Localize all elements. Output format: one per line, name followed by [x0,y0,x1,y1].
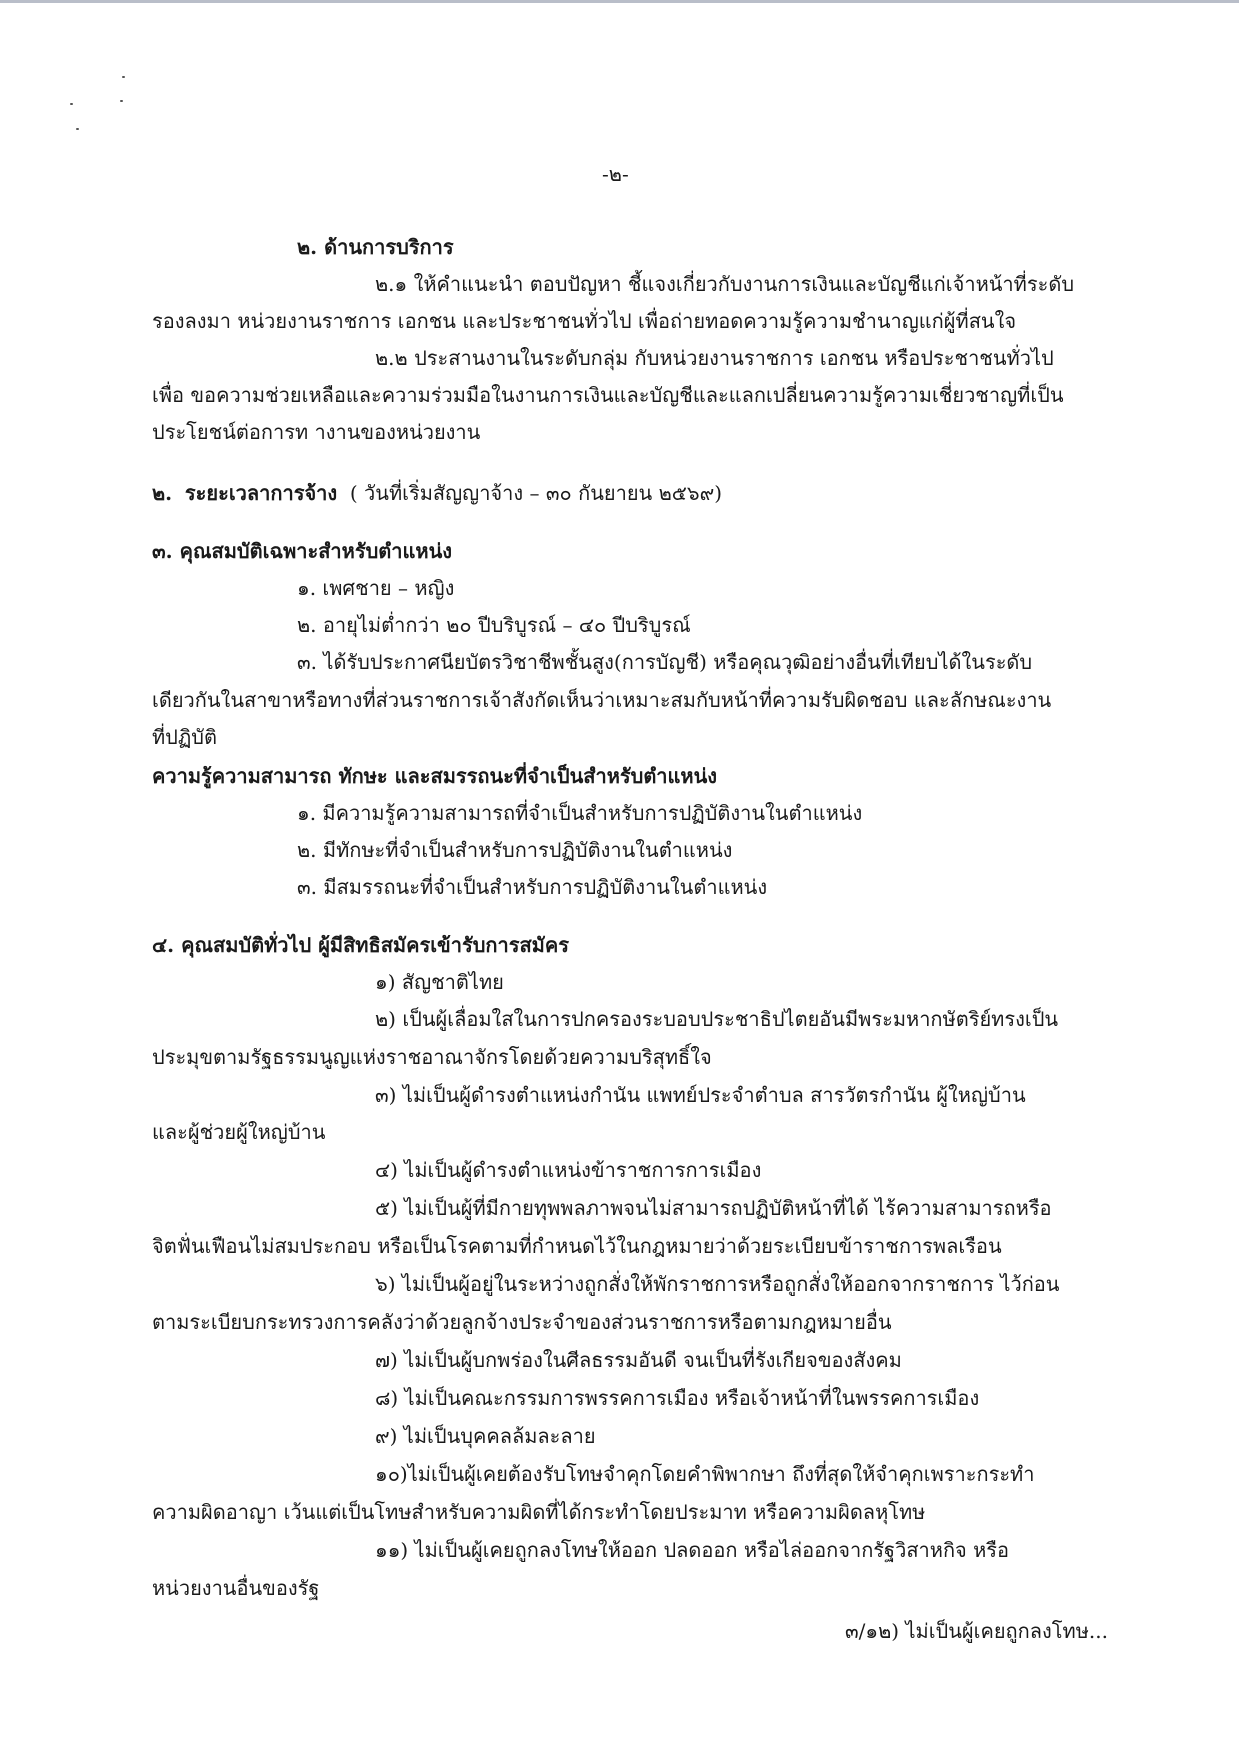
section-period-heading [152,479,722,507]
scan-speck [120,100,123,102]
continuation-note: ๓/๑๒) ไม่เป็นผู้เคยถูกลงโทษ... [845,1619,1108,1643]
service-item-2-2-cont: เพื่อ ขอความช่วยเหลือและความร่วมมือในงานการเงินและบัญชีและแลกเปลี่ยนความรู้ความเชี่ยวชาญที่เป็น [152,383,1064,407]
general-item-11: ๑๑) ไม่เป็นผู้เคยถูกลงโทษให้ออก ปลดออก หรือไล่ออกจากรัฐวิสาหกิจ หรือ [375,1538,1010,1562]
general-item-10: ๑๐)ไม่เป็นผู้เคยต้องรับโทษจำคุกโดยคำพิพากษา ถึงที่สุดให้จำคุกเพราะกระทำ [375,1462,1035,1486]
general-item-5: ๕) ไม่เป็นผู้ที่มีกายทุพพลภาพจนไม่สามารถปฏิบัติหน้าที่ได้ ไร้ความสามารถหรือ [375,1196,1052,1220]
page-number: -๒- [602,162,629,186]
section-period-dates: ( วันที่เริ่มสัญญาจ้าง – ๓๐ กันยายน ๒๕๖๙) [349,481,723,505]
general-item-1: ๑) สัญชาติไทย [375,970,504,994]
general-item-3-cont: และผู้ช่วยผู้ใหญ่บ้าน [152,1120,326,1144]
service-item-2-2: ๒.๒ ประสานงานในระดับกลุ่ม กับหน่วยงานราชการ เอกชน หรือประชาชนทั่วไป [375,346,1054,370]
scan-speck [76,128,79,130]
general-item-7: ๗) ไม่เป็นผู้บกพร่องในศีลธรรมอันดี จนเป็นที่รังเกียจของสังคม [375,1348,902,1372]
service-item-2-2-cont2: ประโยชน์ต่อการท างานของหน่วยงาน [152,420,481,444]
general-item-6-cont: ตามระเบียบกระทรวงการคลังว่าด้วยลูกจ้างประจำของส่วนราชการหรือตามกฎหมายอื่น [152,1310,892,1334]
general-item-5-cont: จิตฟั่นเฟือนไม่สมประกอบ หรือเป็นโรคตามที่กำหนดไว้ในกฎหมายว่าด้วยระเบียบข้าราชการพลเรือน [152,1234,1002,1258]
competency-item-2: ๒. มีทักษะที่จำเป็นสำหรับการปฏิบัติงานในตำแหน่ง [297,838,733,862]
general-item-2-cont: ประมุขตามรัฐธรรมนูญแห่งราชอาณาจักรโดยด้วยความบริสุทธิ์ใจ [152,1045,712,1069]
qualification-item-2: ๒. อายุไม่ต่ำกว่า ๒๐ ปีบริบูรณ์ – ๔๐ ปีบริบูรณ์ [297,613,691,637]
general-item-4: ๔) ไม่เป็นผู้ดำรงตำแหน่งข้าราชการการเมือง [375,1158,762,1182]
service-item-2-1-cont: รองลงมา หน่วยงานราชการ เอกชน และประชาชนทั่วไป เพื่อถ่ายทอดความรู้ความชำนาญแก่ผู้ที่สนใจ [152,309,1017,333]
scan-top-edge [0,0,1239,3]
general-item-3: ๓) ไม่เป็นผู้ดำรงตำแหน่งกำนัน แพทย์ประจำตำบล สารวัตรกำนัน ผู้ใหญ่บ้าน [375,1083,1026,1107]
competency-item-3: ๓. มีสมรรถนะที่จำเป็นสำหรับการปฏิบัติงานในตำแหน่ง [297,875,768,899]
section-period-title: ระยะเวลาการจ้าง [184,481,338,505]
scan-speck [70,103,73,105]
section-general-heading: ๔. คุณสมบัติทั่วไป ผู้มีสิทธิสมัครเข้ารับการสมัคร [152,933,569,957]
service-item-2-1: ๒.๑ ให้คำแนะนำ ตอบปัญหา ชี้แจงเกี่ยวกับงานการเงินและบัญชีแก่เจ้าหน้าที่ระดับ [375,272,1075,296]
scan-speck [122,76,125,78]
general-item-10-cont: ความผิดอาญา เว้นแต่เป็นโทษสำหรับความผิดที่ได้กระทำโดยประมาท หรือความผิดลหุโทษ [152,1500,926,1524]
qualification-item-3-cont: เดียวกันในสาขาหรือทางที่ส่วนราชการเจ้าสังกัดเห็นว่าเหมาะสมกับหน้าที่ความรับผิดชอบ และลักษณะงาน [152,688,1052,712]
section-period-number: ๒. [152,481,173,505]
section-competency-heading: ความรู้ความสามารถ ทักษะ และสมรรถนะที่จำเป็นสำหรับตำแหน่ง [152,764,718,788]
competency-item-1: ๑. มีความรู้ความสามารถที่จำเป็นสำหรับการปฏิบัติงานในตำแหน่ง [297,801,863,825]
qualification-item-3: ๓. ได้รับประกาศนียบัตรวิชาชีพชั้นสูง(การบัญชี) หรือคุณวุฒิอย่างอื่นที่เทียบได้ในระดับ [297,650,1033,674]
general-item-11-cont: หน่วยงานอื่นของรัฐ [152,1576,320,1600]
qualification-item-1: ๑. เพศชาย – หญิง [297,576,455,600]
section-qualifications-heading: ๓. คุณสมบัติเฉพาะสำหรับตำแหน่ง [152,539,453,563]
general-item-9: ๙) ไม่เป็นบุคคลล้มละลาย [375,1424,596,1448]
general-item-8: ๘) ไม่เป็นคณะกรรมการพรรคการเมือง หรือเจ้าหน้าที่ในพรรคการเมือง [375,1386,980,1410]
general-item-2: ๒) เป็นผู้เลื่อมใสในการปกครองระบอบประชาธิปไตยอันมีพระมหากษัตริย์ทรงเป็น [375,1007,1059,1031]
section-service-heading: ๒. ด้านการบริการ [297,235,454,259]
general-item-6: ๖) ไม่เป็นผู้อยู่ในระหว่างถูกสั่งให้พักราชการหรือถูกสั่งให้ออกจากราชการ ไว้ก่อน [375,1272,1060,1296]
qualification-item-3-cont2: ที่ปฏิบัติ [152,725,217,749]
